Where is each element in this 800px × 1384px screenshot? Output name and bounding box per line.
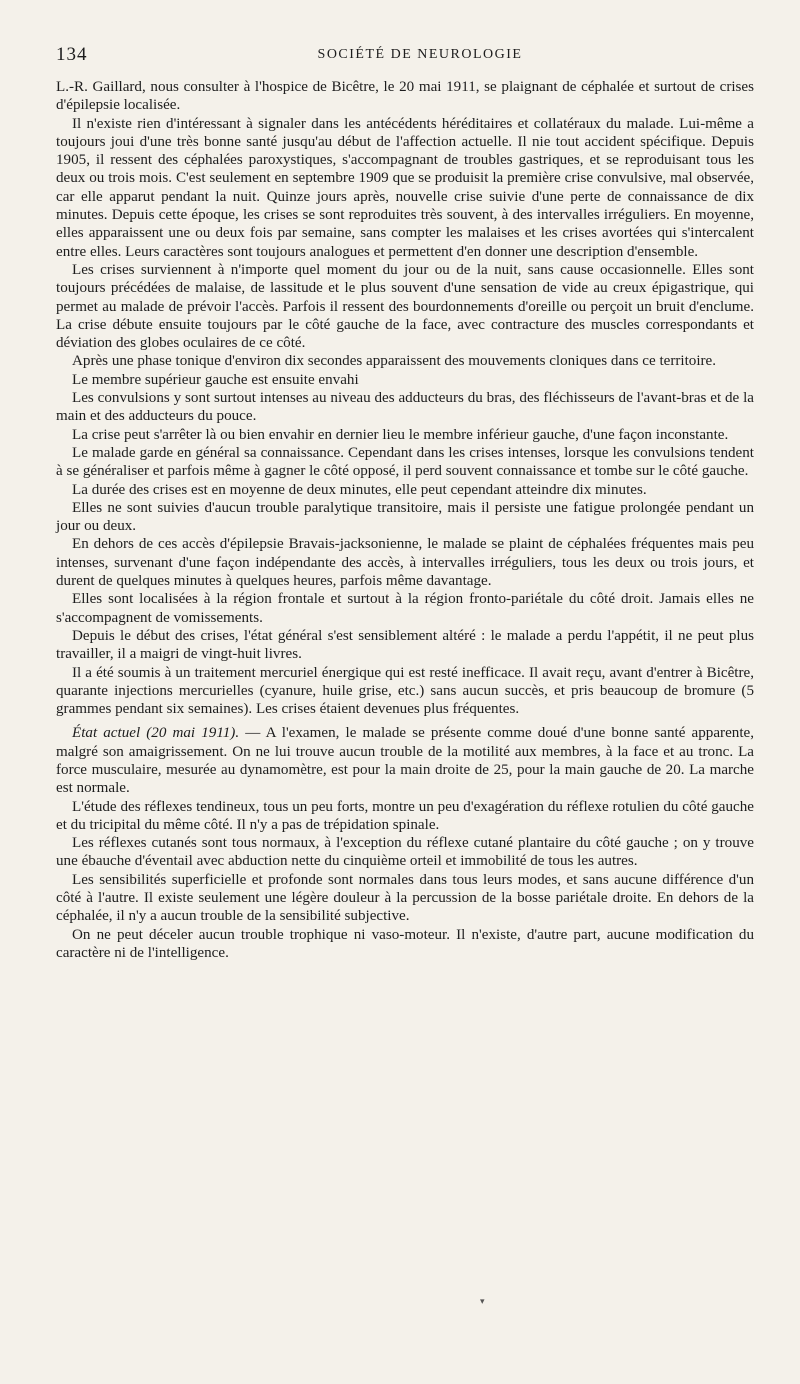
paragraph: Les crises surviennent à n'importe quel moment du jour ou de la nuit, sans cause occasionnelle. Elles sont toujours précédées de malaise, de lassitude et le plus souvent d'une sensation de vide au creux épigastrique, qui permet au malade de prévoir l'accès. Parfois il ressent des bourdonnements d'oreille ou perçoit un bruit d'enclume. La crise débute ensuite toujours par le côté gauche de la face, avec contracture des muscles correspondants et déviation des globes oculaires de ce côté. xyxy=(56,261,754,352)
paragraph: La durée des crises est en moyenne de deux minutes, elle peut cependant atteindre dix minutes. xyxy=(72,481,647,498)
paragraph: En dehors de ces accès d'épilepsie Bravais-jacksonienne, le malade se plaint de céphalées fréquentes mais peu intenses, survenant d'une façon indépendante des accès, à intervalles irréguliers, tous les deux ou trois jours, et durent de quelques minutes à quelques heures, parfois même davantage. xyxy=(56,536,754,590)
paragraph: Il n'existe rien d'intéressant à signaler dans les antécédents héréditaires et collatéraux du malade. Lui-même a toujours joui d'une très bonne santé jusqu'au début de l'affection actuelle. Il nie tout accident spécifique. Depuis 1905, il ressent des céphalées paroxystiques, s'accompagnant de troubles gastriques, et se reproduisant tous les deux ou trois mois. C'est seulement en septembre 1909 que se produisit la première crise convulsive, mal observée, car elle apparut pendant la nuit. Quinze jours après, nouvelle crise suivie d'une perte de connaissance de dix minutes. Depuis cette époque, les crises se sont reproduites très souvent, à des intervalles irréguliers. En moyenne, elles apparaissent une ou deux fois par semaine, sans compter les malaises et les crises avortées qui s'intercalent entre elles. Leurs caractères sont toujours analogues et permettent d'en donner une description d'ensemble. xyxy=(56,115,754,260)
etat-actuel-text: — A l'examen, le malade se présente comme doué d'une bonne santé apparente, malgré son amaigrissement. On ne lui trouve aucun trouble de la motilité aux membres, à la face et au tronc. La force musculaire, mesurée au dynamomètre, est pour la main droite de 25, pour la main gauche de 20. La marche est normale. xyxy=(56,725,754,797)
etat-actuel-paragraph xyxy=(56,724,754,797)
paragraph: Il a été soumis à un traitement mercuriel énergique qui est resté inefficace. Il avait reçu, avant d'entrer à Bicêtre, quarante injections mercurielles (cyanure, huile grise, etc.) sans aucun succès, et pris beaucoup de bromure (5 grammes pendant six semaines). Les crises étaient devenues plus fréquentes. xyxy=(56,664,754,718)
page-header xyxy=(56,44,754,70)
paragraph: La crise peut s'arrêter là ou bien envahir en dernier lieu le membre inférieur gauche, d'une façon inconstante. xyxy=(72,426,729,443)
print-mark: ▾ xyxy=(480,1296,485,1306)
paragraph: Le membre supérieur gauche est ensuite envahi xyxy=(72,371,359,388)
running-title: SOCIÉTÉ DE NEUROLOGIE xyxy=(317,47,523,62)
paragraph: Après une phase tonique d'environ dix secondes apparaissent des mouvements cloniques dans ce territoire. xyxy=(72,353,717,370)
paragraph: L'étude des réflexes tendineux, tous un peu forts, montre un peu d'exagération du réflexe rotulien du côté gauche et du tricipital du même côté. Il n'y a pas de trépidation spinale. xyxy=(56,798,754,833)
paragraph: Elles ne sont suivies d'aucun trouble paralytique transitoire, mais il persiste une fatigue prolongée pendant un jour ou deux. xyxy=(56,499,754,535)
paragraph: Elles sont localisées à la région frontale et surtout à la région fronto-pariétale du côté droit. Jamais elles ne s'accompagnent de vomissements. xyxy=(56,591,754,626)
article-body xyxy=(56,78,754,962)
paragraph: Les réflexes cutanés sont tous normaux, à l'exception du réflexe cutané plantaire du côté gauche ; on y trouve une ébauche d'éventail avec abduction nette du cinquième orteil et immobilité de tous les autres. xyxy=(56,835,754,870)
paragraph: Depuis le début des crises, l'état général s'est sensiblement altéré : le malade a perdu l'appétit, il ne peut plus travailler, il a maigri de vingt-huit livres. xyxy=(56,627,754,663)
paragraph: On ne peut déceler aucun trouble trophique ni vaso-moteur. Il n'existe, d'autre part, aucune modification du caractère ni de l'intelligence. xyxy=(56,926,754,961)
paragraph: Les convulsions y sont surtout intenses au niveau des adducteurs du bras, des fléchisseurs de l'avant-bras et de la main et des adducteurs du pouce. xyxy=(56,390,754,425)
page-number: 134 xyxy=(56,44,88,65)
paragraph: Les sensibilités superficielle et profonde sont normales dans tous leurs modes, et sans aucune différence d'un côté à l'autre. Il existe seulement une légère douleur à la percussion de la bosse pariétale droite. En dehors de la céphalée, il n'y a aucun trouble de la sensibilité subjective. xyxy=(56,871,754,925)
paragraph: Le malade garde en général sa connaissance. Cependant dans les crises intenses, lorsque les convulsions tendent à se généraliser et parfois même à gagner le côté opposé, il perd souvent connaissance et tombe sur le côté gauche. xyxy=(56,444,754,480)
paragraph: L.-R. Gaillard, nous consulter à l'hospice de Bicêtre, le 20 mai 1911, se plaignant de céphalée et surtout de crises d'épilepsie localisée. xyxy=(56,79,754,114)
etat-actuel-label: État actuel (20 mai 1911). xyxy=(72,725,240,742)
